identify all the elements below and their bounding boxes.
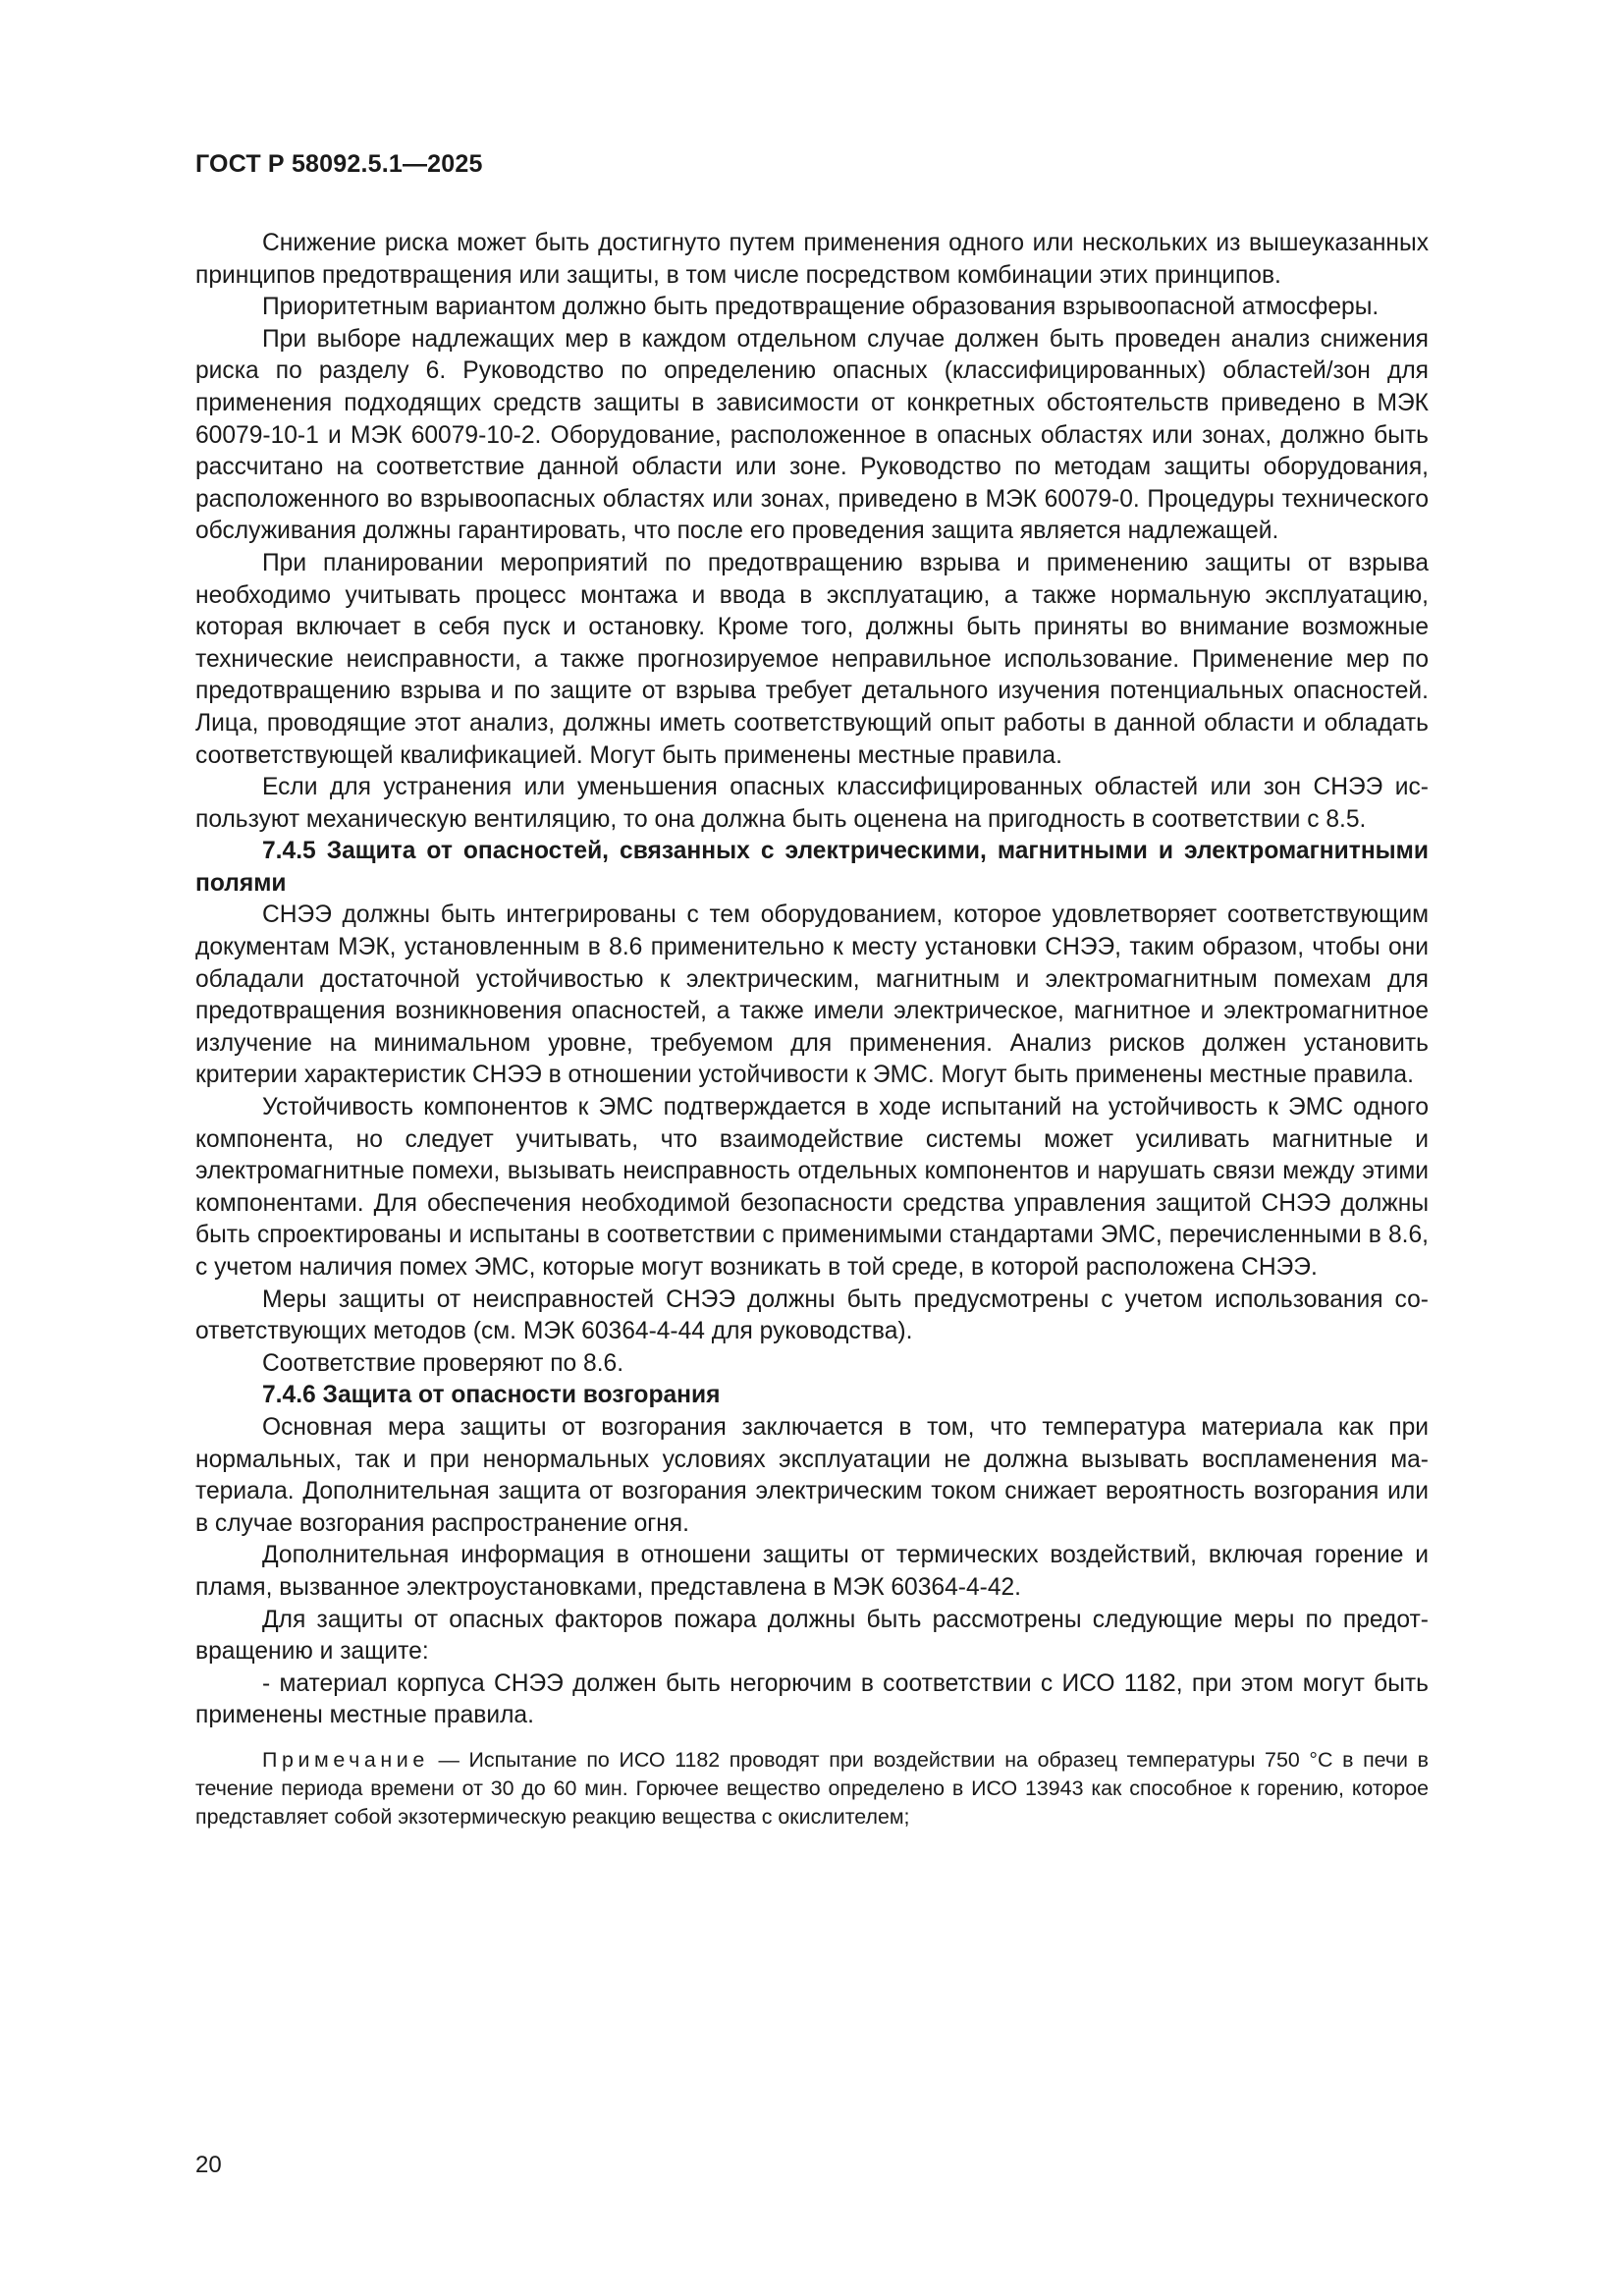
note-label: Примечание [262,1747,429,1772]
note-text: — Испытание по ИСО 1182 проводят при воздействии на образец температуры 750 °С в печи в течение периода времени от 30 до 60 мин. Горючее вещество определено в ИСО 13943 как способное к горению, которое представляет собой экзотермическую реакцию вещества с окислителем; [195,1747,1429,1829]
document-body [195,228,1429,1831]
paragraph: Соответствие проверяют по 8.6. [262,1349,624,1377]
list-item: - материал корпуса СНЭЭ должен быть негорючим в соответствии с ИСО 1182, при этом могут быть применены местные правила. [195,1669,1429,1729]
paragraph: Меры защиты от неисправностей СНЭЭ должны быть предусмотрены с учетом использования соответствующих методов (см. МЭК 60364-4-44 для руководства). [195,1285,1429,1345]
paragraph: Снижение риска может быть достигнуто путем применения одного или нескольких из вышеуказанных принципов предотвращения или защиты, в том числе посредством комбинации этих принципов. [195,230,1429,289]
paragraph: Если для устранения или уменьшения опасных классифицированных областей или зон СНЭЭ используют механическую вентиляцию, то она должна быть оценена на пригодность в соответствии с 8.5. [195,774,1429,833]
paragraph: Основная мера защиты от возгорания заключается в том, что температура материала как при нормальных, так и при ненормальных условиях эксплуатации не должна вызывать воспламенения материала. Дополнительная защита от возгорания электрическим током снижает вероятность возгорания или в случае возгорания распространение огня. [195,1413,1429,1537]
section-heading-7-4-6: 7.4.6 Защита от опасности возгорания [262,1382,721,1409]
paragraph: При выборе надлежащих мер в каждом отдельном случае должен быть проведен анализ снижения риска по разделу 6. Руководство по определению опасных (классифицированных) областей/зон для применения подходящих средств защиты в зависимости от конкретных обстоятельств приведено в МЭК 60079-10-1 и МЭК 60079-10-2. Оборудование, расположенное в опасных областях или зонах, должно быть рассчитано на соответствие данной области или зоне. Руководство по методам защиты оборудования, расположенного во взрывоопасных областях или зонах, приведено в МЭК 60079-0. Процедуры технического обслуживания должны гарантировать, что после его проведения защита является надлежащей. [195,325,1429,545]
paragraph: Приоритетным вариантом должно быть предотвращение образования взрывоопасной атмосферы. [262,294,1380,321]
paragraph: Устойчивость компонентов к ЭМС подтверждается в ходе испытаний на устойчивость к ЭМС одного компонента, но следует учитывать, что взаимодействие системы может усиливать магнитные и электромагнитные помехи, вызывать неисправность отдельных компонентов и нарушать связи между этими компонентами. Для обеспечения необходимой безопасности средства управления защитой СНЭЭ должны быть спроектированы и испытаны в соответствии с применимыми стандартами ЭМС, перечисленными в 8.6, с учетом наличия помех ЭМС, которые могут возникать в той среде, в которой расположена СНЭЭ. [195,1094,1429,1281]
paragraph: При планировании мероприятий по предотвращению взрыва и применению защиты от взрыва необходимо учитывать процесс монтажа и ввода в эксплуатацию, а также нормальную эксплуатацию, которая включает в себя пуск и остановку. Кроме того, должны быть приняты во внимание возможные технические неисправности, а также прогнозируемое неправильное использование. Применение мер по предотвращению взрыва и по защите от взрыва требует детального изучения потенциальных опасностей. Лица, проводящие этот анализ, должны иметь соответствующий опыт работы в данной области и обладать соответствующей квалификацией. Могут быть применены местные правила. [195,549,1429,769]
section-heading-7-4-5: 7.4.5 Защита от опасностей, связанных с электрическими, магнитными и электромагнитными полями [195,838,1429,897]
note [195,1746,1429,1831]
paragraph: Для защиты от опасных факторов пожара должны быть рассмотрены следующие меры по предотвращению и защите: [195,1606,1429,1666]
document-id-header: ГОСТ Р 58092.5.1—2025 [195,150,483,178]
paragraph: СНЭЭ должны быть интегрированы с тем оборудованием, которое удовлетворяет соответствующим документам МЭК, установленным в 8.6 применительно к месту установки СНЭЭ, таким образом, чтобы они обладали достаточной устойчивостью к электрическим, магнитным и электромагнитным помехам для предотвращения возникновения опасностей, а также имели электрическое, магнитное и электромагнитное излучение на минимальном уровне, требуемом для применения. Анализ рисков должен установить критерии характеристик СНЭЭ в отношении устойчивости к ЭМС. Могут быть применены местные правила. [195,902,1429,1089]
paragraph: Дополнительная информация в отношени защиты от термических воздействий, включая горение и пламя, вызванное электроустановками, представлена в МЭК 60364-4-42. [195,1542,1429,1601]
page-number: 20 [195,2152,222,2178]
